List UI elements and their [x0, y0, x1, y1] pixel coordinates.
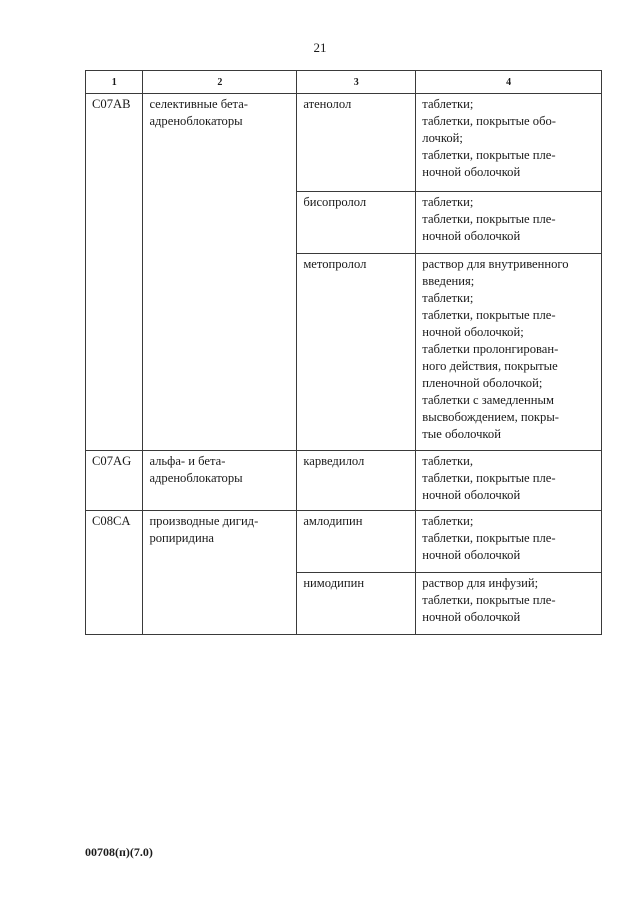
atc-code-cell: C07AB	[86, 94, 143, 451]
dosage-form-line: ного действия, покрытые	[422, 359, 558, 373]
dosage-form-line: ночной оболочкой	[422, 488, 521, 502]
dosage-form-line: таблетки, покрытые пле-	[422, 212, 556, 226]
dosage-form-line: таблетки, покрытые пле-	[422, 593, 556, 607]
drug-name-cell: карведилол	[297, 451, 416, 511]
group-name-cell	[143, 511, 297, 635]
column-header-3: 3	[297, 71, 416, 94]
column-header-2: 2	[143, 71, 297, 94]
dosage-forms-cell	[416, 94, 602, 192]
column-header-1: 1	[86, 71, 143, 94]
dosage-form-line: высвобождением, покры-	[422, 410, 559, 424]
dosage-form-line: таблетки, покрытые обо-	[422, 114, 556, 128]
drug-table	[85, 70, 602, 635]
dosage-forms-cell	[416, 573, 602, 635]
dosage-forms-cell	[416, 192, 602, 254]
group-name-line: адреноблокаторы	[149, 471, 243, 485]
page-number: 21	[313, 40, 327, 55]
drug-name-cell: амлодипин	[297, 511, 416, 573]
dosage-forms-cell	[416, 451, 602, 511]
atc-code-cell: C08CA	[86, 511, 143, 635]
dosage-form-line: раствор для инфузий;	[422, 576, 539, 590]
dosage-form-line: пленочной оболочкой;	[422, 376, 543, 390]
dosage-form-line: таблетки,	[422, 454, 474, 468]
group-name-line: альфа- и бета-	[149, 454, 226, 468]
dosage-form-line: таблетки с замедленным	[422, 393, 554, 407]
dosage-form-line: таблетки, покрытые пле-	[422, 308, 556, 322]
dosage-form-line: таблетки пролонгирован-	[422, 342, 559, 356]
drug-name-cell: метопролол	[297, 254, 416, 451]
dosage-form-line: таблетки;	[422, 195, 474, 209]
group-name-cell	[143, 94, 297, 451]
dosage-form-line: ночной оболочкой	[422, 229, 521, 243]
dosage-form-line: ночной оболочкой	[422, 610, 521, 624]
dosage-forms-cell	[416, 511, 602, 573]
group-name-line: селективные бета-	[149, 97, 248, 111]
dosage-form-line: таблетки, покрытые пле-	[422, 531, 556, 545]
dosage-form-line: ночной оболочкой	[422, 165, 521, 179]
group-name-line: адреноблокаторы	[149, 114, 243, 128]
atc-code-cell: C07AG	[86, 451, 143, 511]
dosage-form-line: таблетки;	[422, 514, 474, 528]
group-name-cell	[143, 451, 297, 511]
dosage-form-line: тые оболочкой	[422, 427, 501, 441]
table-row	[86, 94, 602, 192]
drug-name-cell: атенолол	[297, 94, 416, 192]
dosage-form-line: таблетки, покрытые пле-	[422, 148, 556, 162]
drug-name-cell: бисопролол	[297, 192, 416, 254]
dosage-forms-cell	[416, 254, 602, 451]
table-header-row	[86, 71, 602, 94]
dosage-form-line: ночной оболочкой;	[422, 325, 524, 339]
column-header-4: 4	[416, 71, 602, 94]
group-name-line: производные дигид-	[149, 514, 259, 528]
table-row	[86, 511, 602, 573]
dosage-form-line: введения;	[422, 274, 475, 288]
table-row	[86, 451, 602, 511]
dosage-form-line: таблетки, покрытые пле-	[422, 471, 556, 485]
dosage-form-line: таблетки;	[422, 291, 474, 305]
dosage-form-line: лочкой;	[422, 131, 463, 145]
dosage-form-line: ночной оболочкой	[422, 548, 521, 562]
footer-document-code: 00708(п)(7.0)	[85, 845, 153, 859]
dosage-form-line: раствор для внутривенного	[422, 257, 569, 271]
group-name-line: ропиридина	[149, 531, 215, 545]
dosage-form-line: таблетки;	[422, 97, 474, 111]
drug-name-cell: нимодипин	[297, 573, 416, 635]
